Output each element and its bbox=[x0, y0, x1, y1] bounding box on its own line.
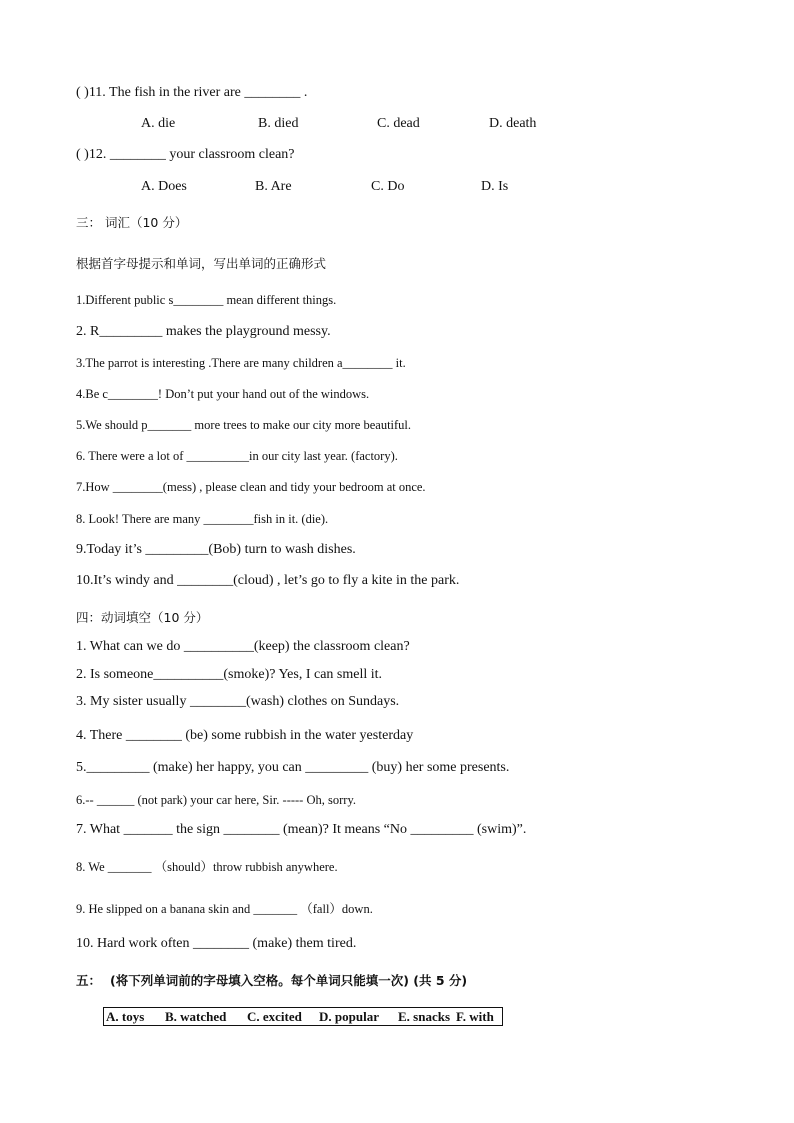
vocab-item-7: 7.How ________(mess) , please clean and tidy your bedroom at once. bbox=[76, 480, 426, 494]
verb-item-8: 8. We _______ （should）throw rubbish anywhere. bbox=[76, 860, 338, 874]
word-bank-item-d: D. popular bbox=[319, 1009, 379, 1024]
q12-option-d: D. Is bbox=[481, 179, 509, 194]
word-bank bbox=[103, 1007, 503, 1026]
q12-option-c: C. Do bbox=[371, 179, 405, 194]
question-11-stem: ( )11. The fish in the river are ________ . bbox=[76, 85, 308, 100]
vocab-item-3: 3.The parrot is interesting .There are many children a________ it. bbox=[76, 356, 406, 370]
q12-option-b: B. Are bbox=[255, 179, 292, 194]
section-5-instruction: (将下列单词前的字母填入空格。每个单词只能填一次) (共 5 分) bbox=[110, 973, 468, 988]
section-3-heading: 三： 词汇（10 分） bbox=[76, 215, 188, 230]
section-3-instruction: 根据首字母提示和单词，写出单词的正确形式 bbox=[76, 256, 327, 271]
vocab-item-8: 8. Look! There are many ________fish in it. (die). bbox=[76, 512, 329, 526]
word-bank-item-b: B. watched bbox=[165, 1009, 227, 1024]
word-bank-item-e: E. snacks bbox=[398, 1009, 451, 1024]
vocab-item-2: 2. R_________ makes the playground messy. bbox=[76, 324, 331, 339]
verb-item-3: 3. My sister usually ________(wash) clothes on Sundays. bbox=[76, 694, 400, 709]
verb-item-1: 1. What can we do __________(keep) the classroom clean? bbox=[76, 639, 410, 654]
section-4-heading: 四：动词填空（10 分） bbox=[76, 610, 209, 625]
verb-item-7: 7. What _______ the sign ________ (mean)? It means “No _________ (swim)”. bbox=[76, 822, 527, 837]
vocab-item-4: 4.Be c________! Don’t put your hand out of the windows. bbox=[76, 387, 370, 401]
q11-option-c: C. dead bbox=[377, 116, 420, 131]
question-12-stem: ( )12. ________ your classroom clean? bbox=[76, 147, 295, 162]
verb-item-10: 10. Hard work often ________ (make) them tired. bbox=[76, 936, 357, 951]
word-bank-item-a: A. toys bbox=[106, 1009, 145, 1024]
verb-item-4: 4. There ________ (be) some rubbish in the water yesterday bbox=[76, 728, 414, 743]
verb-item-9: 9. He slipped on a banana skin and _______ （fall）down. bbox=[76, 902, 373, 916]
verb-item-5: 5._________ (make) her happy, you can _________ (buy) her some presents. bbox=[76, 760, 510, 775]
word-bank-item-f: F. with bbox=[456, 1009, 494, 1024]
q11-option-d: D. death bbox=[489, 116, 537, 131]
vocab-item-5: 5.We should p_______ more trees to make our city more beautiful. bbox=[76, 418, 412, 432]
verb-item-6: 6.-- ______ (not park) your car here, Sir. ----- Oh, sorry. bbox=[76, 793, 357, 807]
q11-option-a: A. die bbox=[141, 116, 176, 131]
vocab-item-1: 1.Different public s________ mean different things. bbox=[76, 293, 337, 307]
section-5-label: 五： bbox=[76, 973, 102, 988]
vocab-item-9: 9.Today it’s _________(Bob) turn to wash dishes. bbox=[76, 542, 356, 557]
q12-option-a: A. Does bbox=[141, 179, 187, 194]
q11-option-b: B. died bbox=[258, 116, 299, 131]
vocab-item-6: 6. There were a lot of __________in our city last year. (factory). bbox=[76, 449, 398, 463]
vocab-item-10: 10.It’s windy and ________(cloud) , let’s go to fly a kite in the park. bbox=[76, 573, 460, 588]
verb-item-2: 2. Is someone__________(smoke)? Yes, I can smell it. bbox=[76, 667, 383, 682]
word-bank-item-c: C. excited bbox=[247, 1009, 302, 1024]
